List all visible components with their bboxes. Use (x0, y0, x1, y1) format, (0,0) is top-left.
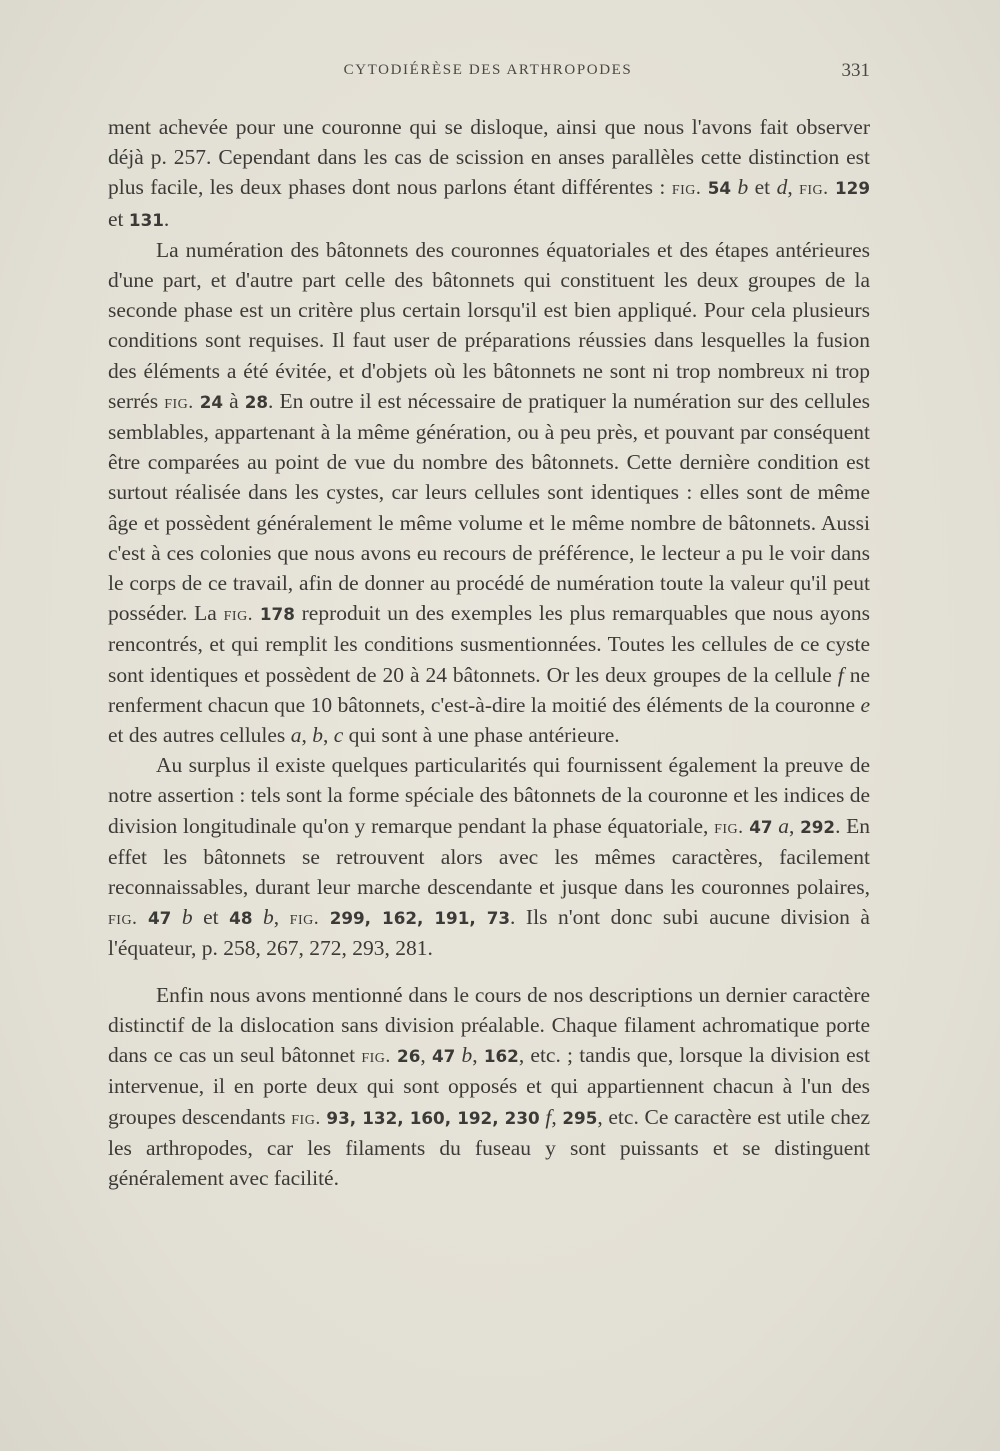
italic-letter: f (837, 662, 844, 687)
figure-number: 48 (229, 908, 253, 929)
figure-number: 54 (707, 178, 732, 199)
text-run: , (322, 723, 334, 748)
text-run: qui sont à une phase antérieure. (343, 723, 620, 748)
figure-number: 24 (199, 391, 224, 412)
italic-letter: e (860, 692, 870, 717)
italic-letter: f (545, 1104, 552, 1129)
text-run: Au surplus il existe quelques particularités qui fournissent également la preuve de notre assertion : tels sont la forme spéciale des bâtonnets de la couronne et les indices de division longitudinale qu'on y remarque pendant la phase équatoriale, (108, 753, 870, 838)
text-run: La numération des bâtonnets des couronnes équatoriales et des étapes antérieures d'une part, et d'autre part celle des bâtonnets qui constituent les deux groupes de la seconde phase est un critère plus certain lorsqu'il est bien appliqué. Pour cela plusieurs conditions sont requises. Il faut user de préparations réussies dans lesquelles la fusion des éléments a été évitée, et d'objets où les bâtonnets ne sont ni trop nombreux ni trop serrés (108, 237, 870, 413)
text-run: Enfin nous avons mentionné dans le cours de nos descriptions un dernier caractère distinctif de la dislocation sans division préalable. Chaque filament achromatique porte dans ce cas un seul bâtonnet (108, 982, 870, 1068)
figure-number: 93, 132, 160, 192, 230 (326, 1107, 540, 1128)
text-run: . En outre il est nécessaire de pratiquer la numération sur des cellules semblables, appartenant à la même génération, ou à peu près, et pouvant par conséquent être comparées au point de vue du nombre des bâtonnets. Cette dernière condition est surtout réalisée dans les cystes, car leurs cellules sont identiques : elles sont de même âge et possèdent généralement le même volume et le même nombre de bâtonnets. Aussi c'est à ces colonies que nous avons eu recours de préférence, le lecteur a pu le voir dans le corps de ce travail, afin de donner au procédé de numération toute la valeur qu'il peut posséder. La (108, 388, 871, 626)
fig-label: fig. (164, 390, 194, 413)
running-head (108, 62, 868, 86)
text-run: reproduit un des exemples les plus remarquables que nous ayons rencontrés, et qui remplit les conditions susmentionnées. Toutes les cellules de ce cyste sont identiques et possèdent de 20 à 24 bâtonnets. Or les deux groupes de la cellule (108, 601, 871, 687)
page-number: 331 (841, 60, 870, 81)
text-run: . En effet les bâtonnets se retrouvent alors avec les mêmes caractères, facilement reconnaissables, durant leur marche descendante et jusque dans les couronnes polaires, (108, 813, 871, 900)
fig-label: fig. (223, 603, 254, 626)
italic-letter: b (181, 905, 193, 930)
text-run: , etc. ; tandis que, lorsque la division est intervenue, il en porte deux qui sont opposés et qui appartiennent chacun à l'un des groupes descendants (108, 1043, 870, 1129)
text-run: , (301, 723, 313, 748)
figure-number: 47 (148, 908, 172, 929)
text-run: , (420, 1043, 432, 1068)
italic-letter: b (263, 905, 274, 930)
paragraph-1 (108, 112, 870, 235)
text-run: et (108, 206, 129, 231)
fig-label: fig. (289, 907, 320, 930)
paragraph-3 (108, 750, 870, 963)
body-text (108, 112, 870, 1193)
text-run: ne renferment chacun que 10 bâtonnets, c'est-à-dire la moitié des éléments de la couronne (108, 662, 871, 717)
fig-label: fig. (361, 1045, 391, 1068)
text-run: , (472, 1043, 484, 1068)
italic-letter: a (778, 813, 790, 838)
text-run (171, 905, 182, 929)
italic-letter: b (312, 723, 323, 748)
text-run: . Ils n'ont donc subi aucune division à l'équateur, p. 258, 267, 272, 293, 281. (108, 905, 870, 961)
text-run (253, 601, 260, 625)
text-run: , (787, 175, 800, 200)
figure-number: 131 (128, 209, 164, 230)
italic-letter: d (776, 175, 788, 200)
fig-label: fig. (291, 1106, 321, 1129)
italic-letter: a (290, 723, 302, 748)
fig-label: fig. (714, 815, 744, 838)
text-run: , (789, 813, 801, 838)
figure-number: 129 (835, 178, 870, 199)
text-run (138, 905, 149, 929)
text-run: et (192, 905, 230, 930)
figure-number: 47 (431, 1046, 456, 1067)
text-run: et des autres cellules (108, 723, 291, 748)
text-run (319, 905, 330, 929)
text-run: ment achevée pour une couronne qui se disloque, ainsi que nous l'avons fait observer déjà p. 257. Cependant dans les cas de scission en anses parallèles cette distinction est plus facile, les deux phases dont nous parlons étant différentes : (108, 115, 870, 200)
figure-number: 299, 162, 191, 73 (329, 908, 511, 929)
fig-label: fig. (799, 177, 829, 200)
figure-number: 178 (259, 604, 295, 625)
figure-number: 295 (562, 1107, 598, 1128)
running-title: CYTODIÉRÈSE DES ARTHROPODES (343, 62, 633, 78)
text-run: et (748, 175, 777, 200)
figure-number: 47 (749, 816, 773, 837)
text-run: , (551, 1104, 563, 1129)
text-run: , etc. Ce caractère est utile chez les arthropodes, car les filaments du fuseau y sont puissants et se distinguent généralement avec facilité. (108, 1104, 870, 1190)
text-run: à (223, 388, 245, 413)
text-run: , (273, 905, 290, 930)
figure-number: 162 (483, 1046, 519, 1067)
italic-letter: b (461, 1043, 473, 1068)
text-run: . (163, 206, 170, 231)
fig-label: fig. (108, 907, 138, 930)
figure-number: 292 (800, 816, 836, 837)
paragraph-2 (108, 235, 870, 750)
text-run (253, 905, 264, 929)
figure-number: 26 (397, 1046, 421, 1067)
fig-label: fig. (671, 177, 702, 200)
paragraph-4 (108, 980, 870, 1193)
figure-number: 28 (244, 391, 269, 412)
italic-letter: c (333, 723, 344, 748)
italic-letter: b (737, 175, 749, 200)
